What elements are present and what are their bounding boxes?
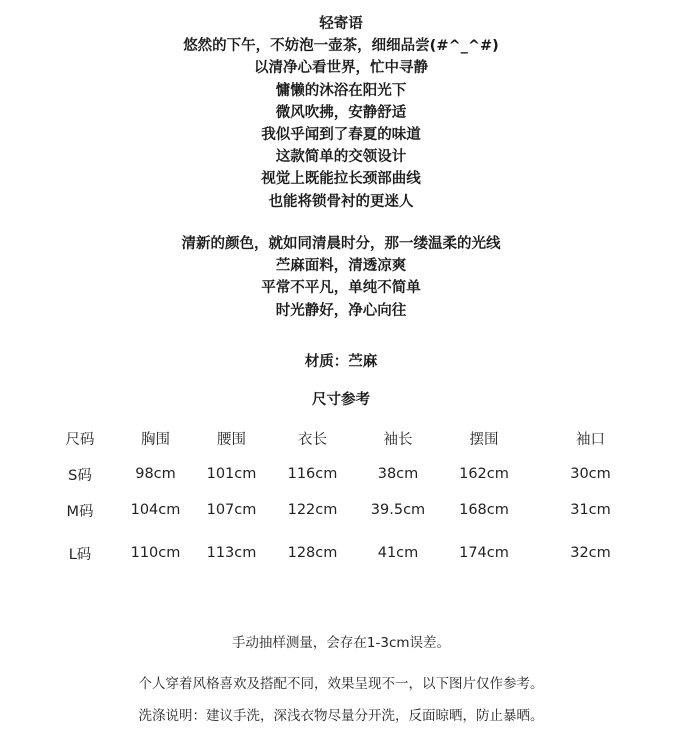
- header-chest: 胸围: [141, 431, 170, 448]
- material-label: 材质：苎麻: [304, 354, 378, 370]
- poem-block-1: [0, 13, 682, 213]
- table-cell: 116cm: [287, 466, 338, 482]
- poem-line: 也能将锁骨衬的更迷人: [268, 193, 414, 210]
- poem-line: 微风吹拂，安静舒适: [275, 104, 407, 121]
- poem-line: 悠然的下午，不妨泡一壶茶，细细品尝(#^_^#): [183, 38, 499, 55]
- poem-line: 清新的颜色，就如同清晨时分，那一缕温柔的光线: [181, 236, 501, 252]
- poem-line: 时光静好，净心向往: [275, 302, 407, 319]
- table-cell: M码: [66, 503, 94, 520]
- table-cell: 101cm: [206, 466, 257, 482]
- table-cell: 41cm: [377, 545, 419, 561]
- table-cell: 38cm: [377, 466, 419, 482]
- table-cell: 30cm: [570, 466, 611, 482]
- measurement-note: 手动抽样测量，会存在1-3cm误差。: [231, 635, 451, 651]
- washing-instructions: 洗涤说明：建议手洗，深浅衣物尽量分开洗，反面晾晒，防止暴晒。: [138, 708, 544, 724]
- table-cell: 168cm: [459, 502, 509, 518]
- table-cell: 104cm: [130, 502, 181, 518]
- table-cell: 98cm: [135, 466, 176, 482]
- header-hem: 摆围: [469, 431, 499, 448]
- table-cell: 113cm: [206, 545, 257, 561]
- header-sleeve: 袖长: [383, 431, 413, 448]
- poem-line: 这款简单的交领设计: [275, 149, 407, 166]
- table-row: [42, 492, 654, 528]
- table-cell: 39.5cm: [370, 502, 426, 518]
- table-cell: 174cm: [459, 545, 509, 561]
- poem-line: 以清净心看世界，忙中寻静: [254, 60, 428, 77]
- table-cell: 128cm: [287, 545, 338, 561]
- size-table: [42, 420, 654, 578]
- table-cell: 31cm: [570, 502, 611, 518]
- table-cell: 162cm: [459, 466, 509, 482]
- table-cell: 110cm: [130, 545, 181, 561]
- table-cell: L码: [68, 546, 92, 563]
- table-cell: S码: [68, 467, 92, 484]
- table-cell: 32cm: [570, 545, 611, 561]
- header-size: 尺码: [65, 431, 95, 448]
- poem-line: 平常不平凡，单纯不简单: [261, 280, 421, 297]
- table-row: [42, 456, 654, 492]
- size-chart-title: 尺寸参考: [312, 392, 370, 408]
- table-cell: 107cm: [206, 502, 257, 518]
- poem-line: 视觉上既能拉长颈部曲线: [261, 171, 421, 188]
- poem-line: 慵懒的沐浴在阳光下: [275, 82, 407, 99]
- header-waist: 腰围: [217, 431, 246, 448]
- header-cuff: 袖口: [576, 431, 605, 448]
- poem-block-2: [0, 233, 682, 322]
- header-length: 衣长: [298, 431, 327, 448]
- poem-title: 轻寄语: [319, 16, 363, 32]
- table-header-row: [42, 420, 654, 456]
- table-cell: 122cm: [287, 502, 338, 518]
- poem-line: 苎麻面料，清透凉爽: [275, 258, 407, 275]
- table-row: [42, 528, 654, 578]
- style-disclaimer: 个人穿着风格喜欢及搭配不同，效果呈现不一，以下图片仅作参考。: [138, 676, 544, 692]
- poem-line: 我似乎闻到了春夏的味道: [261, 126, 421, 143]
